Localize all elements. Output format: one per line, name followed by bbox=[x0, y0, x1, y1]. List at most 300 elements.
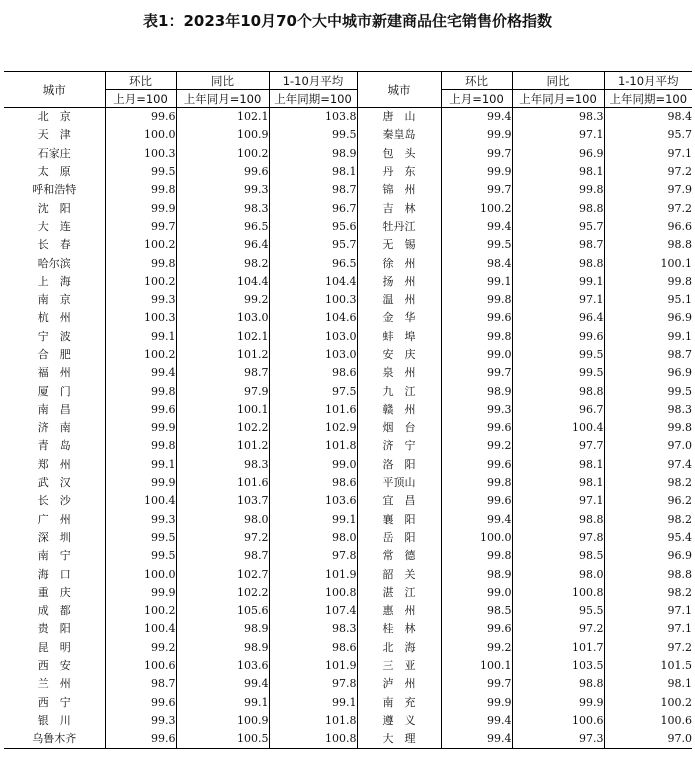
avg-value-right: 97.0 bbox=[667, 439, 692, 453]
mom-value-left: 99.7 bbox=[105, 218, 176, 236]
mom-value-left: 99.3 bbox=[105, 712, 176, 730]
table-row bbox=[4, 346, 692, 364]
avg-value-right: 97.1 bbox=[667, 146, 692, 160]
city-name-right: 牡丹江 bbox=[357, 218, 441, 236]
city-name-left: 昆 明 bbox=[4, 639, 105, 657]
avg-value-left: 98.6 bbox=[269, 639, 357, 657]
table-row bbox=[4, 419, 692, 437]
mom-value-right: 99.4 bbox=[441, 218, 512, 236]
yoy-value-right: 98.5 bbox=[512, 547, 604, 565]
city-name-right: 丹 东 bbox=[357, 163, 441, 181]
yoy-value-left: 104.4 bbox=[176, 273, 269, 291]
yoy-value-right: 101.7 bbox=[512, 639, 604, 657]
mom-value-right: 99.6 bbox=[441, 419, 512, 437]
mom-value-left: 99.6 bbox=[105, 694, 176, 712]
yoy-value-right: 99.8 bbox=[512, 181, 604, 199]
city-name-right: 温 州 bbox=[357, 291, 441, 309]
yoy-value-left: 103.0 bbox=[176, 309, 269, 327]
avg-value-left: 100.8 bbox=[269, 584, 357, 602]
yoy-value-left: 102.7 bbox=[176, 565, 269, 583]
mom-value-left: 99.9 bbox=[105, 419, 176, 437]
table-row bbox=[4, 309, 692, 327]
mom-value-left: 99.6 bbox=[105, 108, 176, 127]
yoy-value-right: 98.3 bbox=[512, 108, 604, 127]
mom-value-left: 99.1 bbox=[105, 456, 176, 474]
mom-value-left: 99.8 bbox=[105, 382, 176, 400]
mom-value-right: 99.9 bbox=[441, 694, 512, 712]
yoy-value-right: 99.1 bbox=[512, 273, 604, 291]
table-row bbox=[4, 291, 692, 309]
city-name-left: 上 海 bbox=[4, 273, 105, 291]
avg-value-left: 98.1 bbox=[269, 163, 357, 181]
city-name-right: 北 海 bbox=[357, 639, 441, 657]
mom-value-left: 100.0 bbox=[105, 126, 176, 144]
avg-value-left: 103.0 bbox=[269, 346, 357, 364]
table-row bbox=[4, 273, 692, 291]
yoy-value-right: 97.1 bbox=[512, 126, 604, 144]
city-name-left: 西 安 bbox=[4, 657, 105, 675]
city-name-left: 重 庆 bbox=[4, 584, 105, 602]
city-name-right: 三 亚 bbox=[357, 657, 441, 675]
table-row bbox=[4, 492, 692, 510]
city-name-left: 哈尔滨 bbox=[4, 254, 105, 272]
yoy-value-right: 103.5 bbox=[512, 657, 604, 675]
yoy-value-left: 105.6 bbox=[176, 602, 269, 620]
table-row bbox=[4, 218, 692, 236]
avg-value-right: 96.9 bbox=[667, 311, 692, 325]
mom-value-left: 100.6 bbox=[105, 657, 176, 675]
city-name-left: 南 昌 bbox=[4, 401, 105, 419]
city-name-right: 济 宁 bbox=[357, 437, 441, 455]
city-name-right: 襄 阳 bbox=[357, 511, 441, 529]
table-row bbox=[4, 602, 692, 620]
avg-base-left: 上年同期=100 bbox=[269, 90, 357, 108]
yoy-value-right: 99.6 bbox=[512, 328, 604, 346]
mom-value-left: 99.8 bbox=[105, 254, 176, 272]
yoy-value-left: 96.5 bbox=[176, 218, 269, 236]
yoy-value-left: 101.2 bbox=[176, 346, 269, 364]
yoy-value-left: 98.2 bbox=[176, 254, 269, 272]
table-row bbox=[4, 437, 692, 455]
mom-value-right: 100.2 bbox=[441, 199, 512, 217]
yoy-value-right: 100.4 bbox=[512, 419, 604, 437]
yoy-value-right: 98.1 bbox=[512, 456, 604, 474]
table-row bbox=[4, 712, 692, 730]
mom-value-left: 99.3 bbox=[105, 511, 176, 529]
mom-value-right: 99.0 bbox=[441, 584, 512, 602]
table-row bbox=[4, 639, 692, 657]
avg-value-right: 100.1 bbox=[660, 256, 692, 270]
city-name-right: 烟 台 bbox=[357, 419, 441, 437]
city-name-right: 惠 州 bbox=[357, 602, 441, 620]
table-row bbox=[4, 181, 692, 199]
avg-value-right: 101.5 bbox=[660, 659, 692, 673]
city-name-right: 韶 关 bbox=[357, 565, 441, 583]
city-name-right: 泉 州 bbox=[357, 364, 441, 382]
avg-value-left: 97.8 bbox=[269, 547, 357, 565]
city-name-right: 洛 阳 bbox=[357, 456, 441, 474]
avg-value-right: 100.6 bbox=[660, 713, 692, 727]
city-name-left: 深 圳 bbox=[4, 529, 105, 547]
city-name-right: 宜 昌 bbox=[357, 492, 441, 510]
city-name-left: 银 川 bbox=[4, 712, 105, 730]
city-name-left: 广 州 bbox=[4, 511, 105, 529]
yoy-value-right: 98.8 bbox=[512, 675, 604, 693]
mom-value-right: 99.3 bbox=[441, 401, 512, 419]
city-header-left: 城市 bbox=[4, 72, 105, 108]
avg-value-left: 101.9 bbox=[269, 657, 357, 675]
mom-value-right: 99.4 bbox=[441, 730, 512, 749]
city-name-right: 徐 州 bbox=[357, 254, 441, 272]
city-name-left: 福 州 bbox=[4, 364, 105, 382]
city-name-right: 泸 州 bbox=[357, 675, 441, 693]
mom-value-left: 99.2 bbox=[105, 639, 176, 657]
yoy-value-left: 99.4 bbox=[176, 675, 269, 693]
table-row bbox=[4, 620, 692, 638]
yoy-value-left: 100.2 bbox=[176, 145, 269, 163]
avg-value-right: 100.2 bbox=[660, 695, 692, 709]
yoy-value-right: 95.7 bbox=[512, 218, 604, 236]
yoy-value-right: 97.3 bbox=[512, 730, 604, 749]
mom-value-right: 100.0 bbox=[441, 529, 512, 547]
mom-value-right: 99.6 bbox=[441, 620, 512, 638]
mom-value-right: 99.9 bbox=[441, 163, 512, 181]
page-title: 表1：2023年10月70个大中城市新建商品住宅销售价格指数 bbox=[143, 12, 552, 30]
mom-value-left: 99.6 bbox=[105, 401, 176, 419]
mom-value-left: 100.3 bbox=[105, 309, 176, 327]
mom-value-right: 100.1 bbox=[441, 657, 512, 675]
city-name-left: 宁 波 bbox=[4, 328, 105, 346]
avg-value-right: 98.2 bbox=[667, 512, 692, 526]
table-row bbox=[4, 511, 692, 529]
table-row bbox=[4, 584, 692, 602]
city-name-right: 秦皇岛 bbox=[357, 126, 441, 144]
table-row bbox=[4, 364, 692, 382]
avg-value-right: 97.9 bbox=[667, 183, 692, 197]
table-row bbox=[4, 675, 692, 693]
mom-value-left: 99.9 bbox=[105, 584, 176, 602]
city-name-left: 南 宁 bbox=[4, 547, 105, 565]
avg-value-right: 99.5 bbox=[667, 384, 692, 398]
yoy-value-right: 98.7 bbox=[512, 236, 604, 254]
mom-value-right: 99.7 bbox=[441, 364, 512, 382]
city-name-right: 锦 州 bbox=[357, 181, 441, 199]
yoy-value-right: 96.7 bbox=[512, 401, 604, 419]
avg-value-left: 103.6 bbox=[269, 492, 357, 510]
mom-value-left: 99.5 bbox=[105, 547, 176, 565]
table-row bbox=[4, 236, 692, 254]
city-name-left: 合 肥 bbox=[4, 346, 105, 364]
mom-value-left: 100.2 bbox=[105, 602, 176, 620]
mom-value-left: 100.2 bbox=[105, 236, 176, 254]
yoy-value-right: 97.1 bbox=[512, 291, 604, 309]
mom-value-right: 99.4 bbox=[441, 511, 512, 529]
city-name-right: 常 德 bbox=[357, 547, 441, 565]
yoy-value-right: 97.8 bbox=[512, 529, 604, 547]
yoy-value-right: 96.4 bbox=[512, 309, 604, 327]
mom-value-right: 99.1 bbox=[441, 273, 512, 291]
yoy-value-right: 99.5 bbox=[512, 364, 604, 382]
table-row bbox=[4, 565, 692, 583]
yoy-value-right: 98.8 bbox=[512, 199, 604, 217]
yoy-value-left: 96.4 bbox=[176, 236, 269, 254]
yoy-value-right: 99.5 bbox=[512, 346, 604, 364]
avg-value-right: 98.8 bbox=[667, 238, 692, 252]
mom-value-left: 100.0 bbox=[105, 565, 176, 583]
avg-value-left: 101.9 bbox=[269, 565, 357, 583]
avg-value-left: 100.8 bbox=[269, 730, 357, 749]
city-name-right: 安 庆 bbox=[357, 346, 441, 364]
price-index-table bbox=[4, 71, 692, 749]
avg-value-right: 97.0 bbox=[667, 732, 692, 746]
mom-header-right: 环比 bbox=[441, 72, 512, 90]
city-name-right: 金 华 bbox=[357, 309, 441, 327]
avg-value-right: 97.1 bbox=[667, 622, 692, 636]
yoy-value-left: 100.5 bbox=[176, 730, 269, 749]
table-row bbox=[4, 401, 692, 419]
yoy-value-right: 98.1 bbox=[512, 163, 604, 181]
mom-value-right: 99.2 bbox=[441, 639, 512, 657]
yoy-base-right: 上年同月=100 bbox=[512, 90, 604, 108]
city-name-left: 天 津 bbox=[4, 126, 105, 144]
city-name-left: 石家庄 bbox=[4, 145, 105, 163]
avg-value-left: 98.6 bbox=[269, 364, 357, 382]
yoy-value-right: 97.2 bbox=[512, 620, 604, 638]
mom-header-left: 环比 bbox=[105, 72, 176, 90]
city-name-left: 北 京 bbox=[4, 108, 105, 127]
city-name-left: 西 宁 bbox=[4, 694, 105, 712]
avg-value-right: 99.8 bbox=[667, 274, 692, 288]
table-row bbox=[4, 474, 692, 492]
avg-value-right: 98.7 bbox=[667, 348, 692, 361]
mom-value-right: 99.7 bbox=[441, 181, 512, 199]
mom-value-left: 100.4 bbox=[105, 620, 176, 638]
city-name-left: 大 连 bbox=[4, 218, 105, 236]
mom-value-left: 100.2 bbox=[105, 273, 176, 291]
city-name-right: 无 锡 bbox=[357, 236, 441, 254]
table-row bbox=[4, 328, 692, 346]
table-row bbox=[4, 382, 692, 400]
yoy-value-left: 98.3 bbox=[176, 456, 269, 474]
city-name-right: 扬 州 bbox=[357, 273, 441, 291]
table-row bbox=[4, 145, 692, 163]
table-row bbox=[4, 163, 692, 181]
avg-value-right: 97.1 bbox=[667, 604, 692, 618]
yoy-value-left: 103.7 bbox=[176, 492, 269, 510]
yoy-value-right: 98.1 bbox=[512, 474, 604, 492]
city-name-right: 平顶山 bbox=[357, 474, 441, 492]
table-row bbox=[4, 529, 692, 547]
mom-value-left: 99.5 bbox=[105, 529, 176, 547]
city-name-left: 南 京 bbox=[4, 291, 105, 309]
yoy-value-right: 97.7 bbox=[512, 437, 604, 455]
avg-value-left: 99.1 bbox=[269, 511, 357, 529]
yoy-value-left: 99.2 bbox=[176, 291, 269, 309]
avg-value-left: 101.8 bbox=[269, 712, 357, 730]
yoy-value-right: 100.8 bbox=[512, 584, 604, 602]
city-name-left: 沈 阳 bbox=[4, 199, 105, 217]
yoy-value-right: 97.1 bbox=[512, 492, 604, 510]
avg-value-right: 98.8 bbox=[667, 567, 692, 581]
city-name-left: 呼和浩特 bbox=[4, 181, 105, 199]
city-name-right: 湛 江 bbox=[357, 584, 441, 602]
mom-value-left: 99.1 bbox=[105, 328, 176, 346]
yoy-value-right: 98.8 bbox=[512, 254, 604, 272]
table-row bbox=[4, 456, 692, 474]
yoy-value-left: 103.6 bbox=[176, 657, 269, 675]
avg-value-left: 95.7 bbox=[269, 236, 357, 254]
avg-value-left: 98.3 bbox=[269, 620, 357, 638]
avg-value-right: 96.2 bbox=[667, 494, 692, 508]
mom-value-right: 99.4 bbox=[441, 108, 512, 127]
table-row bbox=[4, 126, 692, 144]
header-row-1 bbox=[4, 72, 692, 90]
table-body bbox=[4, 108, 692, 749]
avg-value-left: 96.7 bbox=[269, 199, 357, 217]
avg-value-right: 96.9 bbox=[667, 549, 692, 563]
mom-value-right: 99.2 bbox=[441, 437, 512, 455]
city-name-left: 长 沙 bbox=[4, 492, 105, 510]
avg-value-left: 101.8 bbox=[269, 437, 357, 455]
mom-value-right: 99.0 bbox=[441, 346, 512, 364]
yoy-value-left: 99.6 bbox=[176, 163, 269, 181]
city-name-right: 蚌 埠 bbox=[357, 328, 441, 346]
avg-value-right: 98.3 bbox=[667, 402, 692, 416]
yoy-value-left: 102.2 bbox=[176, 419, 269, 437]
city-name-right: 大 理 bbox=[357, 730, 441, 749]
avg-header-left: 1-10月平均 bbox=[269, 72, 357, 90]
city-name-right: 赣 州 bbox=[357, 401, 441, 419]
table-row bbox=[4, 108, 692, 127]
avg-value-left: 95.6 bbox=[269, 218, 357, 236]
mom-value-right: 98.5 bbox=[441, 602, 512, 620]
yoy-value-right: 100.6 bbox=[512, 712, 604, 730]
yoy-value-left: 98.9 bbox=[176, 620, 269, 638]
city-name-left: 成 都 bbox=[4, 602, 105, 620]
yoy-value-right: 99.9 bbox=[512, 694, 604, 712]
avg-value-left: 101.6 bbox=[269, 401, 357, 419]
avg-value-right: 98.2 bbox=[667, 585, 692, 599]
yoy-value-left: 98.3 bbox=[176, 199, 269, 217]
mom-value-right: 99.7 bbox=[441, 145, 512, 163]
avg-value-right: 99.8 bbox=[667, 421, 692, 435]
avg-value-left: 96.5 bbox=[269, 254, 357, 272]
avg-value-right: 98.2 bbox=[667, 476, 692, 490]
avg-value-left: 99.5 bbox=[269, 126, 357, 144]
city-name-right: 包 头 bbox=[357, 145, 441, 163]
yoy-value-right: 98.8 bbox=[512, 511, 604, 529]
avg-header-right: 1-10月平均 bbox=[604, 72, 692, 90]
mom-value-right: 98.9 bbox=[441, 565, 512, 583]
table-row bbox=[4, 547, 692, 565]
yoy-value-left: 98.9 bbox=[176, 639, 269, 657]
mom-base-left: 上月=100 bbox=[105, 90, 176, 108]
city-name-left: 乌鲁木齐 bbox=[4, 730, 105, 749]
mom-value-right: 99.5 bbox=[441, 236, 512, 254]
mom-value-left: 99.8 bbox=[105, 181, 176, 199]
city-name-left: 贵 阳 bbox=[4, 620, 105, 638]
mom-value-right: 99.7 bbox=[441, 675, 512, 693]
yoy-value-right: 98.0 bbox=[512, 565, 604, 583]
yoy-value-left: 100.9 bbox=[176, 712, 269, 730]
yoy-value-left: 99.3 bbox=[176, 181, 269, 199]
avg-value-right: 99.1 bbox=[667, 329, 692, 343]
city-name-left: 郑 州 bbox=[4, 456, 105, 474]
mom-value-right: 99.6 bbox=[441, 309, 512, 327]
yoy-value-right: 95.5 bbox=[512, 602, 604, 620]
city-name-right: 遵 义 bbox=[357, 712, 441, 730]
city-name-right: 九 江 bbox=[357, 382, 441, 400]
city-name-left: 太 原 bbox=[4, 163, 105, 181]
mom-value-right: 99.9 bbox=[441, 126, 512, 144]
avg-value-right: 95.7 bbox=[667, 128, 692, 142]
yoy-value-left: 100.9 bbox=[176, 126, 269, 144]
mom-value-left: 99.8 bbox=[105, 437, 176, 455]
avg-value-right: 96.9 bbox=[667, 366, 692, 380]
yoy-value-left: 98.0 bbox=[176, 511, 269, 529]
city-name-left: 青 岛 bbox=[4, 437, 105, 455]
avg-base-right: 上年同期=100 bbox=[604, 90, 692, 108]
city-name-right: 南 充 bbox=[357, 694, 441, 712]
yoy-value-right: 98.8 bbox=[512, 382, 604, 400]
mom-value-left: 99.9 bbox=[105, 199, 176, 217]
mom-value-left: 100.4 bbox=[105, 492, 176, 510]
mom-value-right: 99.4 bbox=[441, 712, 512, 730]
mom-value-right: 99.8 bbox=[441, 474, 512, 492]
yoy-value-left: 102.2 bbox=[176, 584, 269, 602]
avg-value-right: 97.2 bbox=[667, 165, 692, 179]
avg-value-left: 97.8 bbox=[269, 675, 357, 693]
yoy-header-right: 同比 bbox=[512, 72, 604, 90]
mom-base-right: 上月=100 bbox=[441, 90, 512, 108]
header-row-2 bbox=[4, 90, 692, 108]
yoy-value-left: 99.1 bbox=[176, 694, 269, 712]
yoy-header-left: 同比 bbox=[176, 72, 269, 90]
avg-value-left: 97.5 bbox=[269, 382, 357, 400]
avg-value-right: 97.2 bbox=[667, 201, 692, 215]
avg-value-right: 95.1 bbox=[667, 293, 692, 307]
yoy-value-left: 98.7 bbox=[176, 547, 269, 565]
avg-value-left: 99.0 bbox=[269, 456, 357, 474]
avg-value-left: 103.8 bbox=[269, 108, 357, 127]
avg-value-left: 98.7 bbox=[269, 181, 357, 199]
city-name-right: 唐 山 bbox=[357, 108, 441, 127]
avg-value-left: 104.6 bbox=[269, 309, 357, 327]
mom-value-right: 99.8 bbox=[441, 547, 512, 565]
table-row bbox=[4, 199, 692, 217]
avg-value-right: 97.4 bbox=[667, 457, 692, 471]
city-name-left: 兰 州 bbox=[4, 675, 105, 693]
avg-value-right: 98.4 bbox=[667, 110, 692, 124]
city-name-right: 桂 林 bbox=[357, 620, 441, 638]
mom-value-left: 99.5 bbox=[105, 163, 176, 181]
yoy-value-right: 96.9 bbox=[512, 145, 604, 163]
yoy-value-left: 98.7 bbox=[176, 364, 269, 382]
avg-value-right: 95.4 bbox=[667, 530, 692, 544]
table-row bbox=[4, 254, 692, 272]
city-name-left: 海 口 bbox=[4, 565, 105, 583]
mom-value-right: 99.6 bbox=[441, 456, 512, 474]
table-row bbox=[4, 730, 692, 749]
mom-value-left: 99.6 bbox=[105, 730, 176, 749]
mom-value-left: 100.2 bbox=[105, 346, 176, 364]
table-row bbox=[4, 657, 692, 675]
avg-value-right: 97.2 bbox=[667, 640, 692, 654]
yoy-value-left: 97.9 bbox=[176, 382, 269, 400]
mom-value-right: 99.8 bbox=[441, 328, 512, 346]
avg-value-left: 107.4 bbox=[269, 602, 357, 620]
city-name-right: 岳 阳 bbox=[357, 529, 441, 547]
